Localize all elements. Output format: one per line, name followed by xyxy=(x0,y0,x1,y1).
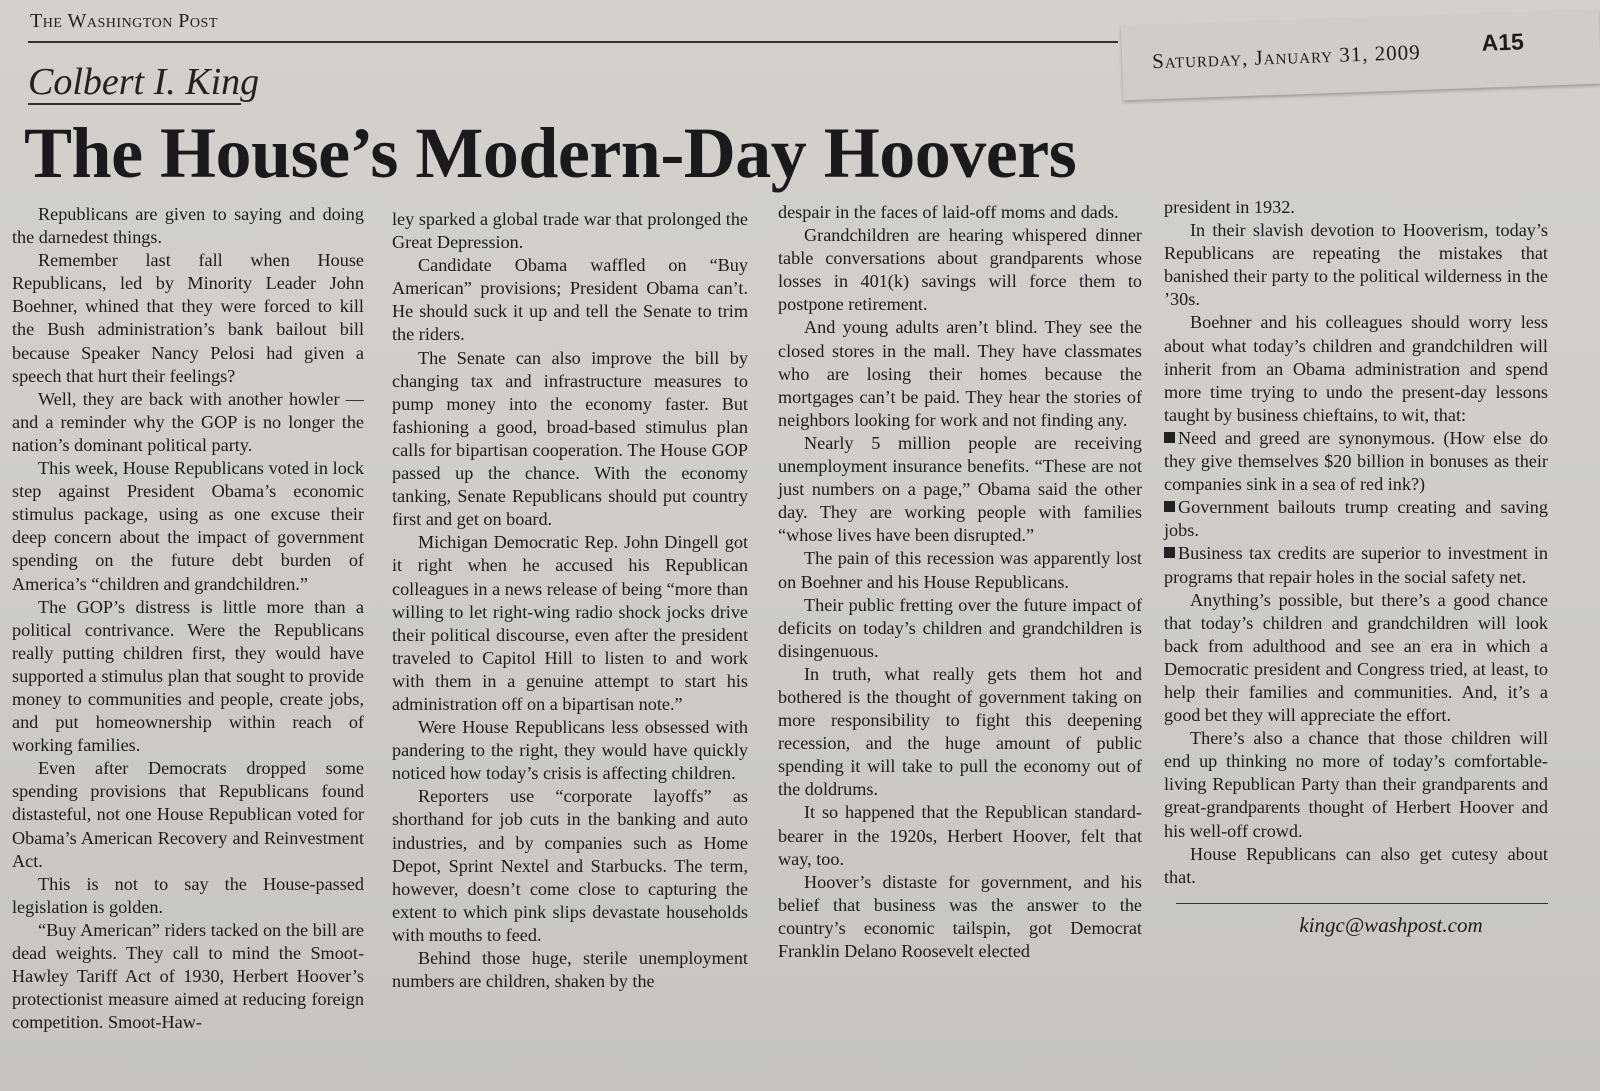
paragraph: Were House Republicans less obsessed with pandering to the right, they would have quickly noticed how today’s crisis is affecting children. xyxy=(392,717,748,784)
column-2 xyxy=(392,208,748,993)
paragraph: There’s also a chance that those children will end up thinking no more of today’s comfortable-living Republican Party than their grandparents and great-grandparents thought of Herbert Hoover and his well-off crowd. xyxy=(1164,728,1548,841)
paragraph: Reporters use “corporate layoffs” as shorthand for job cuts in the banking and auto industries, and by companies such as Home Depot, Sprint Nextel and Starbucks. The term, however, doesn’t come close to capturing the extent to which pink slips devastate households with mouths to feed. xyxy=(392,786,748,945)
paragraph: This week, House Republicans voted in lock step against President Obama’s economic stimulus package, using as one excuse their deep concern about the impact of government spending on the future debt burden of America’s “children and grandchildren.” xyxy=(12,458,364,594)
top-rule xyxy=(28,41,1118,43)
bullet-item xyxy=(1164,496,1548,542)
square-bullet-icon xyxy=(1164,547,1175,558)
paragraph: Remember last fall when House Republicans, led by Minority Leader John Boehner, whined that they were forced to kill the Bush administration’s bank bailout bill because Speaker Nancy Pelosi had given a speech that hurt their feelings? xyxy=(12,250,364,386)
column-4 xyxy=(1164,196,1548,937)
paragraph: House Republicans can also get cutesy about that. xyxy=(1164,843,1548,887)
paragraph: Even after Democrats dropped some spending provisions that Republicans found distasteful, not one House Republican voted for Obama’s American Recovery and Reinvestment Act. xyxy=(12,758,364,871)
square-bullet-icon xyxy=(1164,432,1175,443)
paragraph: despair in the faces of laid-off moms and dads. xyxy=(778,202,1119,222)
paragraph: Michigan Democratic Rep. John Dingell got it right when he accused his Republican colleagues in a news release of being “more than willing to let right-wing radio shock jocks drive their political discourse, even after the president traveled to Capitol Hill to listen to and work with them in a genuine attempt to start his administration off on a bipartisan note.” xyxy=(392,532,748,714)
bullet-text: Business tax credits are superior to investment in programs that repair holes in the social safety net. xyxy=(1164,543,1548,587)
bullet-text: Government bailouts trump creating and saving jobs. xyxy=(1164,497,1548,541)
paragraph: “Buy American” riders tacked on the bill are dead weights. They call to mind the Smoot-Hawley Tariff Act of 1930, Herbert Hoover’s protectionist measure aimed at reducing foreign competition. Smoot-Haw- xyxy=(12,919,364,1033)
column-1 xyxy=(12,203,364,1034)
paragraph: Grandchildren are hearing whispered dinner table conversations about grandparents whose losses in 401(k) savings will force them to postpone retirement. xyxy=(778,225,1142,315)
paragraph: Nearly 5 million people are receiving unemployment insurance benefits. “These are not just numbers on a page,” Obama said the other day. They are working people with families “whose lives have been disrupted.” xyxy=(778,432,1142,546)
bullet-item xyxy=(1164,542,1548,588)
column-3 xyxy=(778,201,1142,963)
bullet-text: Need and greed are synonymous. (How else do they give themselves $20 billion in bonuses as their companies sink in a sea of red ink?) xyxy=(1164,427,1548,495)
paragraph: In their slavish devotion to Hooverism, today’s Republicans are repeating the mistakes that banished their party to the political wilderness in the ’30s. xyxy=(1164,220,1548,310)
page-number: A15 xyxy=(1481,28,1525,56)
paragraph: Their public fretting over the future impact of deficits on today’s children and grandchildren is disingenuous. xyxy=(778,594,1142,661)
paragraph: Hoover’s distaste for government, and his belief that business was the answer to the country’s economic tailspin, got Democrat Franklin Delano Roosevelt elected xyxy=(778,871,1142,961)
paragraph: Behind those huge, sterile unemployment numbers are children, shaken by the xyxy=(392,948,748,992)
dateline-strip xyxy=(1121,10,1600,101)
paragraph: Well, they are back with another howler — and a reminder why the GOP is no longer the nation’s dominant political party. xyxy=(12,388,364,455)
paragraph: And young adults aren’t blind. They see the closed stores in the mall. They have classmates who are losing their homes because the mortgages can’t be paid. They hear the stories of neighbors looking for work and not finding any. xyxy=(778,317,1142,430)
paragraph: The Senate can also improve the bill by changing tax and infrastructure measures to pump money into the economy faster. But fashioning a good, broad-based stimulus plan calls for bipartisan cooperation. The House GOP passed up the chance. With the economy tanking, Senate Republicans should put country first and get on board. xyxy=(392,347,748,530)
end-rule xyxy=(1176,903,1548,904)
paragraph: This is not to say the House-passed legislation is golden. xyxy=(12,873,364,917)
headline: The House’s Modern-Day Hoovers xyxy=(24,113,1077,193)
paragraph: Anything’s possible, but there’s a good chance that today’s children and grandchildren will look back from adulthood and see an era in which a Democratic president and Congress tried, at least, to help their families and communities. And, it’s a good bet they will appreciate the effort. xyxy=(1164,589,1548,726)
paragraph: In truth, what really gets them hot and bothered is the thought of government taking on more responsibility to fight this deepening recession, and the huge amount of public spending it will take to pull the economy out of the doldrums. xyxy=(778,663,1142,800)
paragraph: Boehner and his colleagues should worry less about what today’s children and grandchildren will inherit from an Obama administration and spend more time trying to undo the present-day lessons taught by business chieftains, to wit, that: xyxy=(1164,312,1548,425)
paragraph: The GOP’s distress is little more than a political contrivance. Were the Republicans really putting children first, they would have supported a stimulus plan that sought to provide money to communities and people, create jobs, and put homeownership within reach of working families. xyxy=(12,596,364,756)
paragraph: The pain of this recession was apparently lost on Boehner and his House Republicans. xyxy=(778,548,1142,592)
newspaper-name: The Washington Post xyxy=(30,10,218,32)
paragraph: Candidate Obama waffled on “Buy American” provisions; President Obama can’t. He should suck it up and tell the Senate to trim the riders. xyxy=(392,255,748,345)
bullet-item xyxy=(1164,427,1548,496)
byline-rule xyxy=(28,103,241,105)
dateline: Saturday, January 31, 2009 xyxy=(1151,39,1422,74)
paragraph: ley sparked a global trade war that prolonged the Great Depression. xyxy=(392,209,748,253)
square-bullet-icon xyxy=(1164,501,1175,512)
paragraph: It so happened that the Republican standard-bearer in the 1920s, Herbert Hoover, felt that way, too. xyxy=(778,802,1142,869)
paragraph: president in 1932. xyxy=(1164,197,1295,217)
paragraph: Republicans are given to saying and doing the darnedest things. xyxy=(12,204,364,248)
byline: Colbert I. King xyxy=(28,61,260,103)
author-email: kingc@washpost.com xyxy=(1299,912,1483,937)
